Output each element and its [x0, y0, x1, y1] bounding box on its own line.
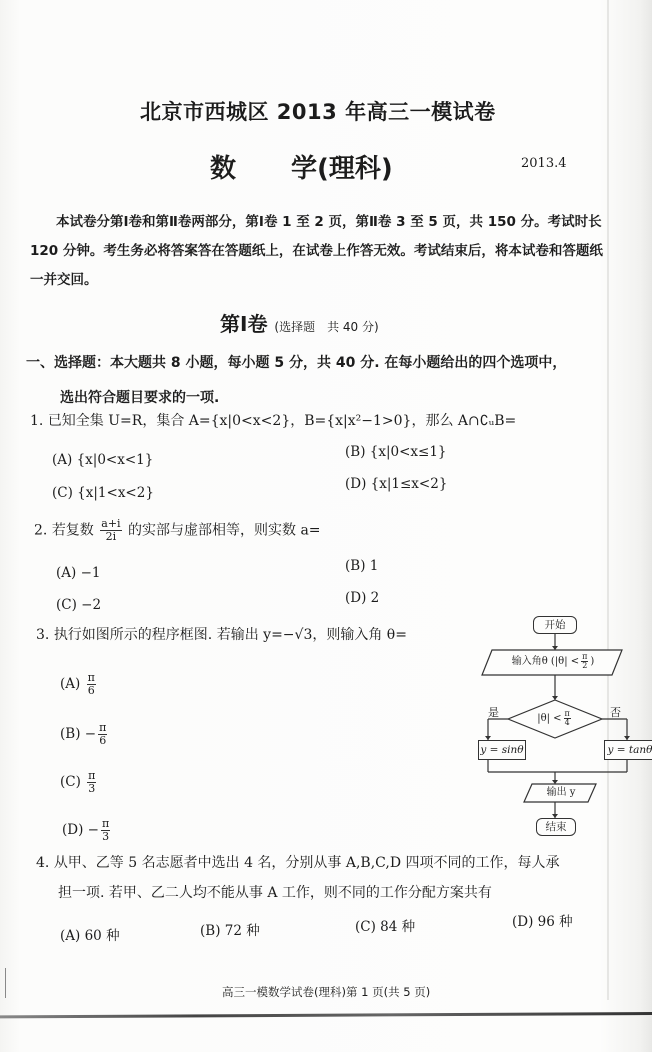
intro-paragraph [30, 208, 615, 295]
option-label: (C) [52, 485, 73, 501]
question-number: 1. [30, 413, 44, 429]
question-number: 4. [36, 855, 50, 871]
question-stem: 从甲、乙等 5 名志愿者中选出 4 名，分别从事 A,B,C,D 四项不同的工作，每人承 [53, 855, 560, 871]
option-label: (D) [345, 476, 367, 492]
fraction-denominator: 3 [102, 830, 110, 843]
page-footer: 高三一模数学试卷(理科)第 1 页(共 5 页) [222, 985, 431, 999]
q4-option-a [60, 924, 120, 944]
flowchart-decision [520, 710, 590, 728]
option-label: (B) [60, 726, 81, 742]
fraction [581, 653, 588, 670]
fraction [87, 672, 96, 697]
subject-left: 数 [210, 154, 237, 184]
option-text: {x|1<x<2} [77, 485, 154, 501]
instruction-line-1: 一、选择题：本大题共 8 小题，每小题 5 分，共 40 分. 在每小题给出的四个选项中， [26, 355, 567, 371]
fraction [564, 710, 571, 727]
question-1 [30, 410, 516, 430]
instruction-line-2: 选出符合题目要求的一项. [60, 390, 220, 406]
exam-date: 2013.4 [521, 156, 567, 171]
q4-option-c [355, 915, 415, 935]
option-text: {x|0<x<1} [76, 452, 154, 468]
fraction-numerator: π [87, 671, 95, 684]
option-text: 60 种 [84, 928, 120, 944]
question-4-line-2: 担一项. 若甲、乙二人均不能从事 A 工作，则不同的工作分配方案共有 [58, 885, 492, 901]
fraction [98, 722, 107, 747]
flowchart-no-label: 否 [610, 706, 621, 719]
flowchart-tan-box: y = tanθ [604, 740, 652, 760]
fraction-numerator: π [99, 721, 107, 734]
option-label: (D) [62, 822, 84, 838]
program-flowchart [478, 612, 652, 842]
question-3 [36, 624, 407, 644]
option-sign: − [87, 822, 99, 838]
page-bottom-edge [0, 1012, 652, 1018]
q1-option-a [52, 452, 153, 468]
option-sign: − [84, 726, 97, 742]
question-number: 2. [34, 522, 48, 539]
option-label: (A) [60, 676, 81, 692]
decision-label: |θ| < [537, 713, 562, 724]
option-label: (B) [200, 923, 221, 939]
question-2 [34, 518, 321, 543]
option-text: {x|0<x≤1} [369, 444, 447, 460]
subject-heading [210, 148, 393, 185]
flowchart-sin-box: y = sinθ [478, 740, 526, 760]
option-text: −1 [80, 565, 101, 581]
fraction-denominator: 4 [564, 718, 570, 727]
input-label: 输入角θ (|θ| < [511, 656, 580, 667]
q4-option-d [512, 910, 573, 930]
flowchart-input: 输入角θ (|θ| < $\frac{\pi}{2}$ ) [511, 652, 595, 670]
option-text: 84 种 [380, 919, 416, 935]
option-label: (A) [60, 928, 81, 944]
option-label: (B) [345, 444, 366, 460]
question-stem-before: 若复数 [51, 522, 94, 539]
fraction-numerator: a+i [101, 517, 121, 530]
fraction [101, 818, 110, 843]
fraction-denominator: 6 [87, 684, 95, 697]
flowchart-yes-label: 是 [488, 706, 499, 719]
subject-right: 学(理科) [291, 154, 393, 184]
option-label: (C) [355, 919, 376, 935]
option-text: 1 [369, 558, 379, 574]
option-text: 72 种 [224, 923, 260, 939]
fraction-numerator: π [101, 817, 110, 830]
section-title [220, 308, 379, 337]
flowchart-output: 输出 y [546, 787, 576, 798]
fraction-denominator: 2i [105, 530, 117, 543]
option-label: (B) [345, 558, 366, 574]
option-text: 96 种 [537, 914, 573, 930]
question-number: 3. [36, 627, 50, 643]
flowchart-end: 结束 [536, 818, 576, 836]
scan-mark [5, 968, 6, 998]
option-label: (C) [56, 597, 77, 613]
question-stem-after: 的实部与虚部相等，则实数 a= [128, 522, 321, 539]
fraction-denominator: 2 [582, 661, 588, 670]
question-4-line-1 [36, 852, 560, 872]
q2-option-c [56, 597, 101, 613]
intro-text: 本试卷分第Ⅰ卷和第Ⅱ卷两部分，第Ⅰ卷 1 至 2 页，第Ⅱ卷 3 至 5 页，共 150 分。考试时长 120 分钟。考生务必将答案答在答题纸上，在试卷上作答无效。考试结束后，将本试卷和答题纸一并交回。 [30, 214, 603, 288]
q3-option-d [62, 818, 112, 843]
option-text: {x|1≤x<2} [370, 476, 448, 492]
question-stem: 已知全集 U=R，集合 A={x|0<x<2}，B={x|x²−1>0}，那么 A∩∁ᵤB= [47, 413, 517, 429]
page-fold-shadow [607, 0, 609, 1000]
q1-option-c [52, 485, 154, 501]
option-label: (A) [56, 565, 77, 581]
fraction-numerator: π [564, 709, 570, 718]
q3-option-b [60, 722, 109, 747]
option-label: (A) [52, 452, 73, 468]
option-label: (D) [345, 590, 367, 606]
fraction [87, 770, 96, 795]
q3-option-c [60, 770, 98, 795]
option-label: (D) [512, 914, 534, 930]
q1-option-b [345, 444, 447, 460]
option-text: −2 [81, 597, 102, 613]
fraction-numerator: π [582, 652, 588, 661]
q2-option-d [345, 590, 379, 606]
q2-option-b [345, 558, 378, 574]
fraction-denominator: 6 [99, 734, 107, 747]
q1-option-d [345, 476, 447, 492]
flowchart-start: 开始 [533, 616, 577, 634]
option-label: (C) [60, 774, 81, 790]
fraction-denominator: 3 [88, 782, 96, 795]
exam-title: 北京市西城区 2013 年高三一模试卷 [140, 100, 496, 124]
q3-option-a [60, 672, 98, 697]
option-text: 2 [370, 590, 380, 606]
section-subtitle: (选择题 共 40 分) [274, 320, 379, 334]
fraction [100, 518, 121, 543]
q4-option-b [200, 919, 260, 939]
question-stem: 执行如图所示的程序框图. 若输出 y=−√3，则输入角 θ= [53, 627, 407, 643]
q2-option-a [56, 565, 101, 581]
section-name: 第Ⅰ卷 [220, 312, 268, 336]
fraction-numerator: π [88, 769, 96, 782]
